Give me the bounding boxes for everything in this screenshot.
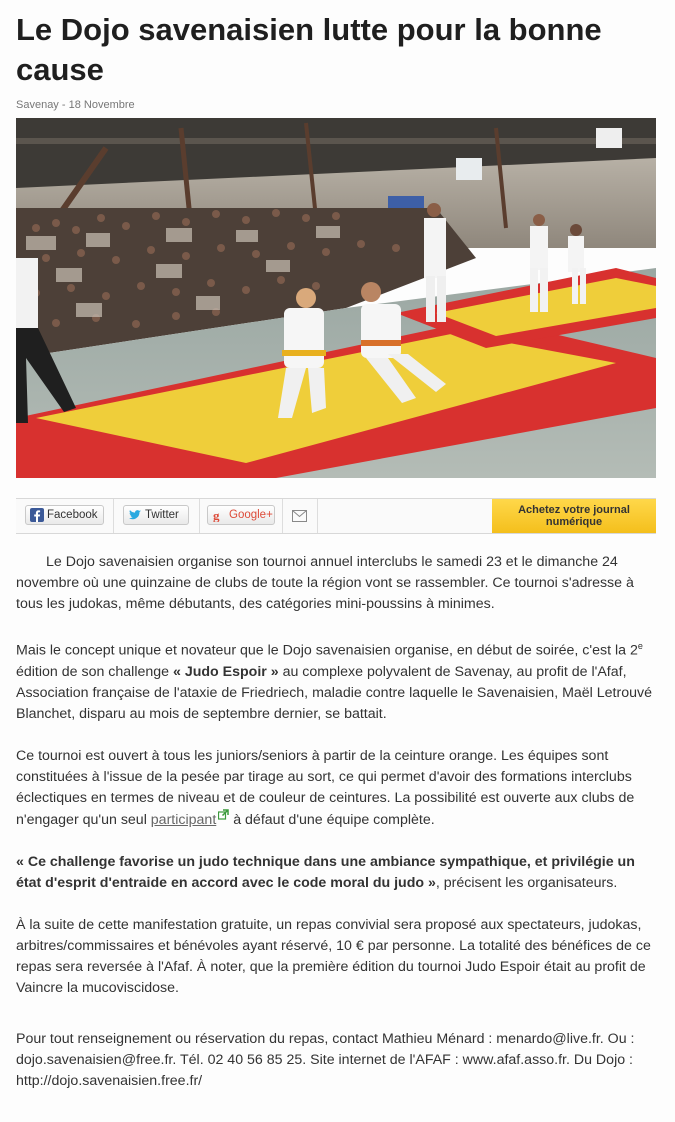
googleplus-share-button[interactable] xyxy=(207,505,275,525)
paragraph-2-sup: e xyxy=(637,641,643,651)
paragraph-2 xyxy=(16,636,656,725)
googleplus-label: Google+ xyxy=(229,509,273,521)
google-plus-icon xyxy=(212,508,226,522)
svg-text:g: g xyxy=(213,508,220,522)
external-link-icon xyxy=(218,809,229,820)
facebook-icon xyxy=(30,508,44,522)
location-text: Savenay xyxy=(16,99,59,111)
article-title: Le Dojo savenaisien lutte pour la bonne cause xyxy=(16,12,602,87)
contact-info: Pour tout renseignement ou réservation du repas, contact Mathieu Ménard : menardo@live.fr. Ou : dojo.savenaisien@free.fr. Tél. 02 40 56 85 25. Site internet de l'AFAF : www.afaf.asso.fr. Du Dojo : http://dojo.savenaisien.free.fr/ xyxy=(16,1031,635,1089)
buy-line-1: Achetez votre journal xyxy=(518,504,630,516)
share-divider xyxy=(317,499,318,533)
paragraph-1: Le Dojo savenaisien organise son tournoi annuel interclubs le samedi 23 et le dimanche 24 novembre où une quinzaine de clubs de toute la région vont se rassembler. Ce tournoi s'adresse à tous les judokas, même débutants, des catégories mini-poussins à minimes. xyxy=(16,554,634,612)
paragraph-4-text: , précisent les organisateurs. xyxy=(435,874,618,891)
share-bar xyxy=(16,498,656,534)
paragraph-4-quote: « Ce challenge favorise un judo technique dans une ambiance sympathique, et privilégie un état d'esprit d'entraide en accord avec le code moral du judo » xyxy=(16,853,635,891)
dateline xyxy=(16,99,135,111)
paragraph-2-text-c: au complexe polyvalent de Savenay, au profit de l'Afaf, Association française de l'ataxie de Friedriech, maladie contre laquelle le Savenaisien, Maël Letrouvé Blanchet, disparu au mois de septembre dernier, se battait. xyxy=(16,663,652,722)
paragraph-3-text-b: à défaut d'une équipe complète. xyxy=(229,811,435,828)
share-divider xyxy=(199,499,200,533)
twitter-label: Twitter xyxy=(145,509,179,521)
facebook-share-button[interactable] xyxy=(25,505,104,525)
article-photo xyxy=(16,118,656,478)
email-icon[interactable] xyxy=(292,510,307,522)
article-body xyxy=(16,552,656,1020)
paragraph-2-text-a: Mais le concept unique et novateur que le Dojo savenaisien organise, en début de soirée, c'est la 2 xyxy=(16,642,638,659)
paragraph-3-text-a: Ce tournoi est ouvert à tous les juniors/seniors à partir de la ceinture orange. Les équipes sont constituées à l'issue de la pesée par tirage au sort, ce qui permet d'avoir des formations interclubs éclectiques en termes de niveau et de couleur de ceintures. La possibilité est ouverte aux clubs de n'engager qu'un seul xyxy=(16,747,635,828)
paragraph-2-text-b: édition de son challenge xyxy=(16,663,173,680)
participant-link[interactable]: participant xyxy=(150,811,217,828)
buy-line-2: numérique xyxy=(545,516,603,528)
paragraph-2-bold: « Judo Espoir » xyxy=(172,663,279,680)
dateline-separator: - xyxy=(61,99,66,111)
paragraph-4 xyxy=(16,852,656,894)
twitter-icon xyxy=(128,508,142,522)
date-text: 18 Novembre xyxy=(68,99,135,111)
paragraph-3 xyxy=(16,746,656,831)
facebook-label: Facebook xyxy=(47,509,98,521)
twitter-share-button[interactable] xyxy=(123,505,189,525)
buy-digital-newspaper-button[interactable] xyxy=(492,499,656,533)
paragraph-5: À la suite de cette manifestation gratuite, un repas convivial sera proposé aux spectateurs, judokas, arbitres/commissaires et bénévoles ayant réservé, 10 € par personne. La totalité des bénéfices de ce repas sera reversée à l'Afaf. À noter, que la première édition du tournoi Judo Espoir était au profit de Vaincre la mucoviscidose. xyxy=(16,916,651,996)
share-divider xyxy=(113,499,114,533)
share-divider xyxy=(282,499,283,533)
